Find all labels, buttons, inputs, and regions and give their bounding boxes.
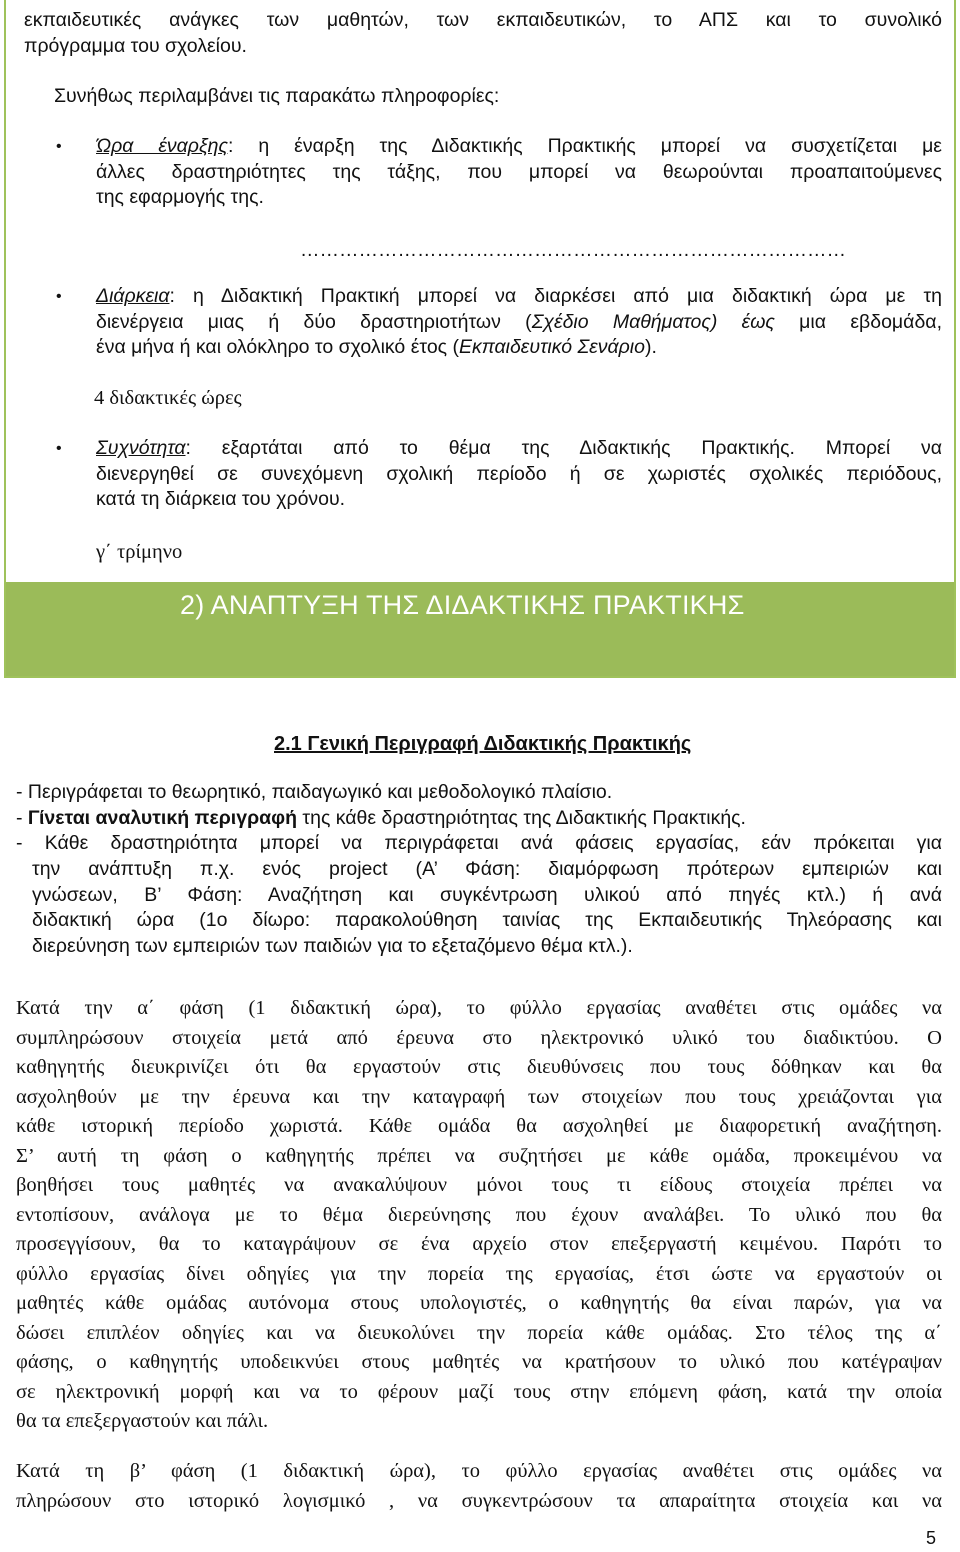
bullet-frequency-line-1 [96,436,942,462]
dash-item-3-line-1: - Κάθε δραστηριότητα μπορεί να περιγράφεται ανά φάσεις εργασίας, εάν πρόκειται για [16,832,942,854]
bullet-term: Διάρκεια [96,285,170,307]
paragraph-line: συμπληρώσουν στοιχεία μετά από έρευνα στο ηλεκτρονικό υλικό του διαδικτύου. Ο [16,1026,942,1049]
frequency-answer: γ΄ τρίμηνο [96,541,183,563]
paragraph-line: σε ηλεκτρονική μορφή και να το φέρουν μαζί τους στην επόμενη φάση, κατά την οποία [16,1380,942,1403]
subsection-title: 2.1 Γενική Περιγραφή Διδακτικής Πρακτικής [274,733,692,755]
dash-prefix: - [16,806,28,829]
dotted-fill-line: ………………………………………………………………………… [300,239,846,261]
page-number: 5 [925,1528,936,1548]
paragraph-line: δώσει επιπλέον οδηγίες και να διευκολύνει την πορεία κάθε ομάδας. Στο τέλος της α΄ [16,1321,942,1344]
bullet-text: διενέργεια μιας ή δύο δραστηριοτήτων ( [96,310,532,333]
section-title: 2) ΑΝΑΠΤΥΞΗ ΤΗΣ ΔΙΔΑΚΤΙΚΗΣ ΠΡΑΚΤΙΚΗΣ [180,590,745,620]
dash-item-text: της κάθε δραστηριότητας της Διδακτικής Πρακτικής. [296,806,746,829]
top-paragraph-line-2: πρόγραμμα του σχολείου. [24,34,247,57]
paragraph-line: φάσης, ο καθηγητής υποδεικνύει στους μαθητές να κρατήσουν το υλικό που κατέγραψαν [16,1351,942,1373]
paragraph-line: ασχοληθούν με την έρευνα και την καταγραφή των στοιχείων που τους χρειάζονται για [16,1085,942,1108]
bullet-text: : η Διδακτική Πρακτική μπορεί να διαρκέσει από μια διδακτική ώρα με τη [169,285,942,307]
bullet-icon: • [56,288,62,305]
paragraph-line: φύλλο εργασίας δίνει οδηγίες για την πορεία της εργασίας, έτσι ώστε να εργαστούν οι [16,1262,942,1285]
dash-item-3-continuation [32,857,942,959]
paragraph-line: Σ’ αυτή τη φάση ο καθηγητής πρέπει να συζητήσει με κάθε ομάδα, προκειμένου να [16,1144,942,1167]
bullet-icon: • [56,440,62,457]
top-paragraph [24,8,942,59]
duration-answer: 4 διδακτικές ώρες [94,387,242,409]
paragraph-line: Κατά τη β’ φάση (1 διδακτική ώρα), το φύλλο εργασίας αναθέτει στις ομάδες να [16,1460,942,1482]
bullet-frequency [96,436,942,513]
paragraph-line: πληρώσουν στο ιστορικό λογισμικό , να συγκεντρώσουν τα απαραίτητα στοιχεία και να [16,1489,942,1512]
bullet-text: ). [644,336,657,358]
paragraph-line: καθηγητής διευκρινίζει ότι θα εργαστούν στις διευθύνσεις που τους δόθηκαν και θα [16,1056,942,1078]
bullet-duration-line-3 [96,335,942,361]
bullet-frequency-line-3: κατά τη διάρκεια του χρόνου. [96,488,346,510]
bullet-text-italic: Εκπαιδευτικό Σενάριο [458,336,645,358]
bullet-start-time-line-2: άλλες δραστηριότητες της τάξης, που μπορεί να θεωρούνται προαπαιτούμενες [96,160,942,183]
bullet-frequency-line-2: διενεργηθεί σε συνεχόμενη σχολική περίοδο ή σε χωριστές σχολικές περιόδους, [96,462,942,485]
dash-list [16,780,942,857]
paragraph-line: θα τα επεξεργαστούν και πάλι. [16,1410,269,1432]
intro-text: Συνήθως περιλαμβάνει τις παρακάτω πληροφορίες: [54,85,500,107]
bullet-start-time-line-1 [96,134,942,160]
dash-item-3-line-5: διερεύνηση των εμπειριών των παιδιών για το εξεταζόμενο θέμα κτλ.). [32,934,633,957]
bullet-start-time-line-3: της εφαρμογής της. [96,186,264,208]
bullet-duration-line-2 [96,310,942,336]
body-paragraph-1 [16,994,942,1437]
bullet-text: μια εβδομάδα, [774,310,942,333]
paragraph-line: κάθε ιστορική περίοδο χωριστά. Κάθε ομάδα θα ασχοληθεί με διαφορετική αναζήτηση. [16,1115,942,1137]
dash-item-3-line-2: την ανάπτυξη π.χ. ενός project (Α’ Φάση: διαμόρφωση πρότερων εμπειριών και [32,858,942,880]
paragraph-line: προσεγγίσουν, θα το καταγράψουν σε ένα αρχείο στον επεξεργαστή κειμένου. Παρότι το [16,1233,942,1255]
body-paragraph-2 [16,1457,942,1516]
bullet-duration [96,284,942,361]
dash-item-bold: Γίνεται αναλυτική περιγραφή [27,806,297,829]
bullet-text: : η έναρξη της Διδακτικής Πρακτικής μπορεί να συσχετίζεται με [228,135,942,157]
bullet-text-italic: Σχέδιο Μαθήματος) έως [531,310,775,333]
top-paragraph-line-1: εκπαιδευτικές ανάγκες των μαθητών, των εκπαιδευτικών, το ΑΠΣ και το συνολικό [24,9,942,31]
bullet-term: Συχνότητα [96,437,186,459]
paragraph-line: εντοπίσουν, ανάλογα με το θέμα διερεύνησης που έχουν αναλάβει. Το υλικό που θα [16,1203,942,1226]
dash-item-3-line-4: διδακτική ώρα (1ο δίωρο: παρακολούθηση ταινίας της Εκπαιδευτικής Τηλεόρασης και [32,909,942,931]
bullet-term: Ώρα έναρξης [96,135,228,157]
bullet-start-time [96,134,942,211]
bullet-text: ένα μήνα ή και ολόκληρο το σχολικό έτος ( [96,336,459,358]
bullet-text: : εξαρτάται από το θέμα της Διδακτικής Πρακτικής. Μπορεί να [185,437,942,459]
bullet-icon: • [56,138,62,155]
dash-item-2 [16,806,942,832]
dash-item-1: - Περιγράφεται το θεωρητικό, παιδαγωγικό και μεθοδολογικό πλαίσιο. [16,781,613,803]
paragraph-line: Κατά την α΄ φάση (1 διδακτική ώρα), το φύλλο εργασίας αναθέτει στις ομάδες να [16,997,942,1019]
paragraph-line: μαθητές κάθε ομάδας αυτόνομα στους υπολογιστές, ο καθηγητής θα είναι παρών, για να [16,1292,942,1314]
bullet-duration-line-1 [96,284,942,310]
dash-item-3-line-3: γνώσεων, Β’ Φάση: Αναζήτηση και συγκέντρωση υλικού από πηγές κτλ.) ή ανά [32,883,942,906]
paragraph-line: βοηθήσει τους μαθητές να ανακαλύψουν μόνοι τους τι είδους στοιχεία πρέπει να [16,1174,942,1196]
